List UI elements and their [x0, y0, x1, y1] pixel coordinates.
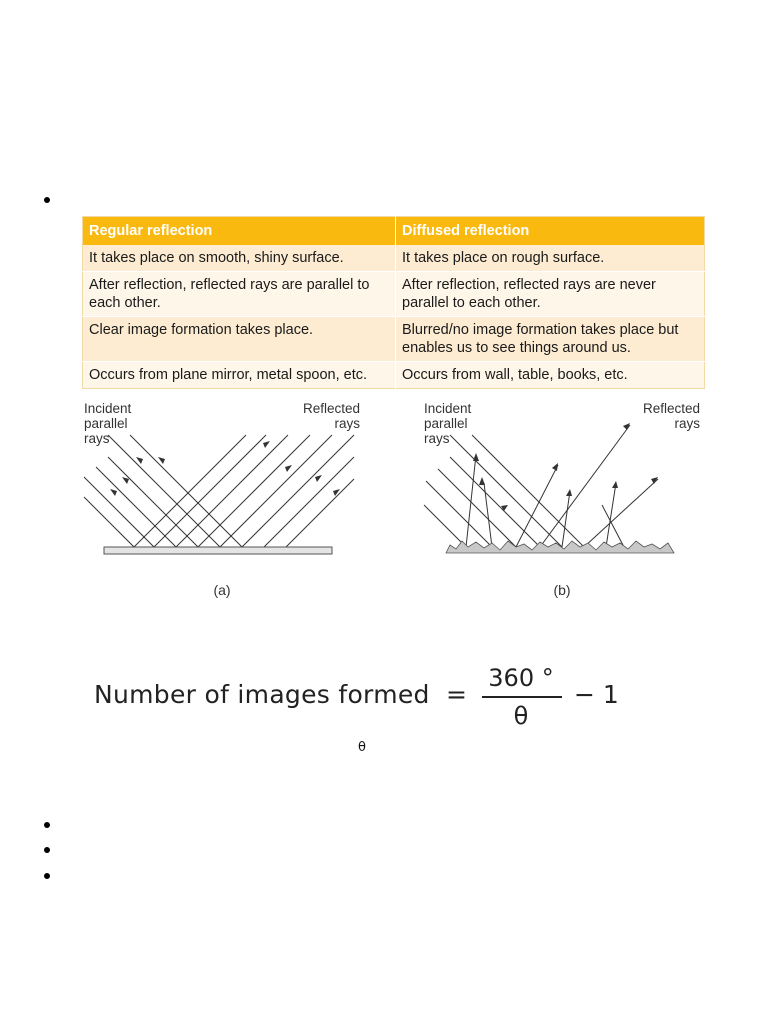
table-cell: After reflection, reflected rays are parallel to each other.	[83, 272, 396, 317]
fraction-bar	[482, 696, 562, 698]
bullet-3	[44, 847, 50, 853]
table-cell: After reflection, reflected rays are never parallel to each other.	[396, 272, 705, 317]
table-cell: Clear image formation takes place.	[83, 317, 396, 362]
ray-arrowheads	[473, 423, 658, 511]
rough-surface	[446, 541, 674, 553]
incident-label-line-1: Incident	[424, 401, 472, 416]
table-row	[83, 317, 705, 362]
formula-minus-one: − 1	[574, 680, 619, 709]
plane-mirror-surface	[104, 547, 332, 554]
theta-note: θ	[358, 740, 366, 755]
formula-denominator: θ	[513, 702, 529, 730]
incident-label-line-3: rays	[84, 431, 110, 446]
header-regular: Regular reflection	[83, 217, 396, 246]
scattered-rays	[466, 425, 658, 547]
regular-reflection-diagram	[70, 395, 370, 605]
incident-label-line-1: Incident	[84, 401, 132, 416]
incident-label-line-2: parallel	[424, 416, 468, 431]
table-cell: Occurs from wall, table, books, etc.	[396, 362, 705, 389]
incident-rays	[84, 435, 242, 547]
reflected-label-line-2: rays	[674, 416, 700, 431]
caption-a: (a)	[213, 582, 231, 598]
reflection-comparison-table	[82, 216, 705, 389]
bullet-2	[44, 822, 50, 828]
formula-text: Number of images formed	[94, 680, 430, 709]
reflected-label-line-2: rays	[334, 416, 360, 431]
table-row	[83, 245, 705, 272]
table-cell: Blurred/no image formation takes place but enables us to see things around us.	[396, 317, 705, 362]
reflected-rays	[134, 435, 354, 547]
table-row	[83, 272, 705, 317]
bullet-4	[44, 873, 50, 879]
bullet-1	[44, 197, 50, 203]
header-diffused: Diffused reflection	[396, 217, 705, 246]
formula-numerator: 360 °	[488, 664, 554, 692]
table-row	[83, 362, 705, 389]
table-cell: Occurs from plane mirror, metal spoon, etc.	[83, 362, 396, 389]
incident-rays	[424, 435, 584, 547]
diffused-reflection-diagram	[410, 395, 710, 605]
caption-b: (b)	[553, 582, 571, 598]
table-cell: It takes place on rough surface.	[396, 245, 705, 272]
mirror-images-formula	[88, 660, 633, 732]
table-cell: It takes place on smooth, shiny surface.	[83, 245, 396, 272]
table-header-row	[83, 217, 705, 246]
incident-label-line-2: parallel	[84, 416, 128, 431]
reflected-label-line-1: Reflected	[642, 401, 700, 416]
reflected-label-line-1: Reflected	[302, 401, 360, 416]
formula-equals: =	[446, 680, 467, 709]
incident-label-line-3: rays	[424, 431, 450, 446]
